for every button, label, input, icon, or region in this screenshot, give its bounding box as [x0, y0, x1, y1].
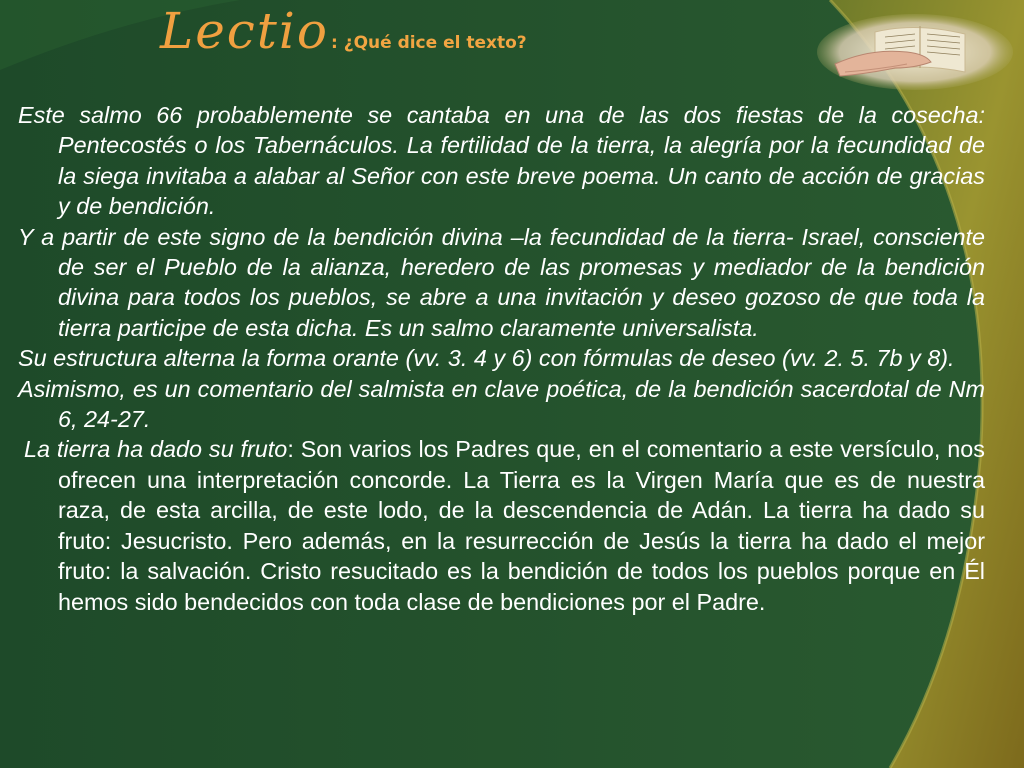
- title-subtitle: : ¿Qué dice el texto?: [330, 33, 527, 53]
- body-text: [18, 100, 985, 617]
- hand-on-book-icon: [815, 12, 1015, 92]
- paragraph-5-rest: : Son varios los Padres que, en el comentario a este versículo, nos ofrecen una interpretación concorde. La Tierra es la Virgen María que es de nuestra raza, de esta arcilla, de este lodo, de la descendencia de Adán. La tierra ha dado su fruto: Jesucristo. Pero además, en la resurrección de Jesús la tierra ha dado el mejor fruto: la salvación. Cristo resucitado es la bendición de todos los pueblos porque en Él hemos sido bendecidos con toda clase de bendiciones por el Padre.: [58, 436, 985, 615]
- slide-title: [160, 2, 527, 74]
- paragraph-1: Este salmo 66 probablemente se cantaba en una de las dos fiestas de la cosecha: Pentecostés o los Tabernáculos. La fertilidad de la tierra, la alegría por la fecundidad de la siega invitaba a alabar al Señor con este breve poema. Un canto de acción de gracias y de bendición.: [18, 102, 985, 220]
- paragraph-5: [18, 434, 985, 616]
- paragraph-2: Y a partir de este signo de la bendición divina –la fecundidad de la tierra- Israel, consciente de ser el Pueblo de la alianza, heredero de las promesas y mediador de la bendición divina para todos los pueblos, se abre a una invitación y deseo gozoso de que toda la tierra participe de esta dicha. Es un salmo claramente universalista.: [18, 223, 985, 341]
- paragraph-4: Asimismo, es un comentario del salmista en clave poética, de la bendición sacerdotal de Nm 6, 24-27.: [18, 375, 985, 433]
- paragraph-3: Su estructura alterna la forma orante (vv. 3. 4 y 6) con fórmulas de deseo (vv. 2. 5. 7b y 8).: [18, 345, 955, 372]
- title-main: Lectio: [160, 2, 329, 60]
- paragraph-5-lead: La tierra ha dado su fruto: [24, 436, 288, 463]
